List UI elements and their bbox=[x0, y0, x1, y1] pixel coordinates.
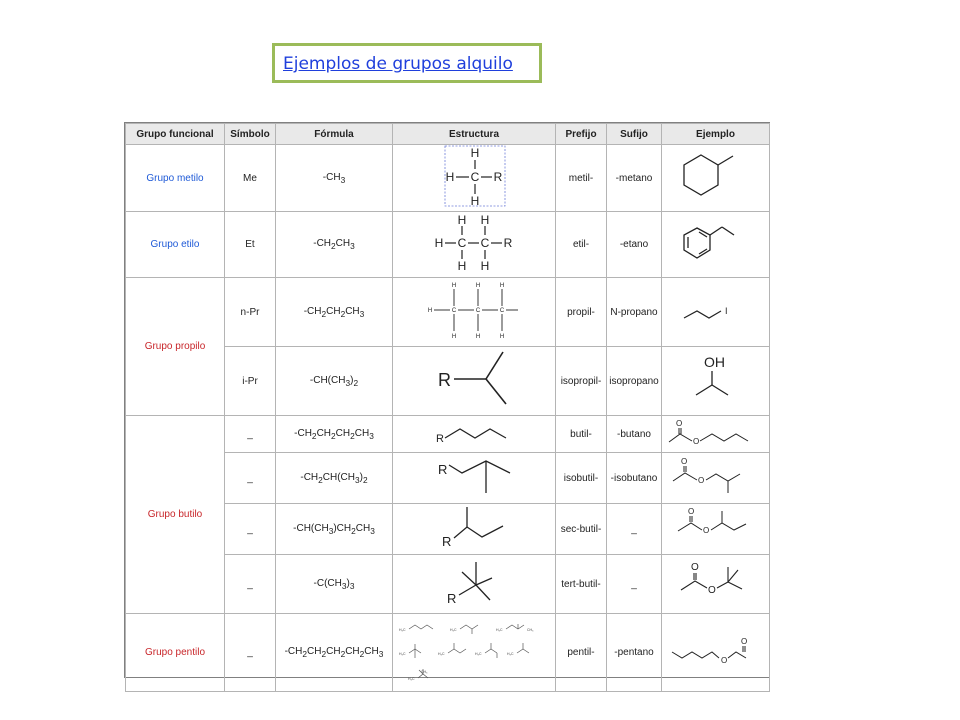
svg-text:C: C bbox=[457, 236, 467, 250]
structure-etilo bbox=[393, 212, 556, 278]
svg-text:O: O bbox=[687, 507, 694, 516]
title-link[interactable]: Ejemplos de grupos alquilo bbox=[283, 54, 513, 74]
svg-text:H₃C: H₃C bbox=[450, 628, 457, 632]
svg-text:CH₃: CH₃ bbox=[421, 670, 428, 674]
suffix-isobutilo: -isobutano bbox=[607, 453, 662, 504]
header-grupo-funcional: Grupo funcional bbox=[126, 124, 225, 145]
title-box bbox=[272, 43, 542, 83]
symbol-pentilo: _ bbox=[225, 614, 276, 692]
svg-text:H: H bbox=[480, 213, 490, 227]
formula-sec-butilo: $-CH(CH_3)CH_2CH_3$ bbox=[276, 504, 393, 555]
example-etilo-drawing bbox=[664, 212, 768, 274]
formula-pentilo: $-CH_2CH_2CH_2CH_2CH_3$ bbox=[276, 614, 393, 692]
header-row bbox=[126, 124, 770, 145]
svg-text:O: O bbox=[675, 419, 682, 428]
svg-text:O: O bbox=[690, 562, 699, 573]
example-n-butilo-drawing bbox=[664, 416, 768, 449]
alkyl-groups-table bbox=[125, 123, 770, 692]
svg-text:H: H bbox=[457, 213, 467, 227]
svg-text:R: R bbox=[447, 591, 457, 606]
structure-pentilo-isomers bbox=[394, 614, 554, 688]
structure-n-propilo bbox=[393, 278, 556, 347]
svg-text:C: C bbox=[475, 308, 481, 314]
structure-etilo-drawing bbox=[394, 212, 554, 274]
svg-text:C: C bbox=[480, 236, 490, 250]
svg-text:O: O bbox=[680, 457, 687, 466]
row-n-butilo bbox=[126, 416, 770, 453]
formula-tert-butilo: $-C(CH_3)_3$ bbox=[276, 555, 393, 614]
example-pentilo-drawing bbox=[664, 614, 768, 688]
example-etilo bbox=[662, 212, 770, 278]
example-isobutilo-drawing bbox=[664, 453, 768, 500]
structure-sec-butilo bbox=[393, 504, 556, 555]
group-metilo: Grupo metilo bbox=[126, 145, 225, 212]
header-sufijo: Sufijo bbox=[607, 124, 662, 145]
svg-text:H: H bbox=[470, 146, 480, 160]
example-i-propilo-drawing bbox=[664, 347, 768, 412]
symbol-i-propilo: i-Pr bbox=[225, 347, 276, 416]
svg-text:R: R bbox=[438, 370, 451, 390]
structure-tert-butilo-drawing bbox=[394, 555, 554, 610]
alkyl-groups-table-image bbox=[124, 122, 770, 681]
structure-n-butilo-drawing bbox=[394, 416, 554, 449]
formula-i-propilo: $-CH(CH_3)_2$ bbox=[276, 347, 393, 416]
row-metilo bbox=[126, 145, 770, 212]
structure-sec-butilo-drawing bbox=[394, 504, 554, 551]
structure-isobutilo-drawing bbox=[394, 453, 554, 500]
svg-text:H: H bbox=[451, 334, 457, 340]
svg-text:C: C bbox=[499, 308, 505, 314]
svg-text:O: O bbox=[720, 656, 727, 665]
symbol-tert-butilo: _ bbox=[225, 555, 276, 614]
structure-i-propilo bbox=[393, 347, 556, 416]
svg-text:H: H bbox=[427, 308, 433, 314]
prefix-etilo: etil- bbox=[556, 212, 607, 278]
header-ejemplo: Ejemplo bbox=[662, 124, 770, 145]
svg-text:R: R bbox=[493, 170, 503, 184]
prefix-isobutilo: isobutil- bbox=[556, 453, 607, 504]
header-prefijo: Prefijo bbox=[556, 124, 607, 145]
header-estructura: Estructura bbox=[393, 124, 556, 145]
svg-text:R: R bbox=[438, 462, 448, 477]
formula-metilo: $-CH_3$ bbox=[276, 145, 393, 212]
svg-text:O: O bbox=[697, 476, 704, 485]
svg-text:H: H bbox=[480, 259, 490, 273]
group-etilo: Grupo etilo bbox=[126, 212, 225, 278]
symbol-sec-butilo: _ bbox=[225, 504, 276, 555]
symbol-n-butilo: _ bbox=[225, 416, 276, 453]
symbol-metilo: Me bbox=[225, 145, 276, 212]
svg-text:H₃C: H₃C bbox=[475, 652, 482, 656]
example-metilo bbox=[662, 145, 770, 212]
header-formula: Fórmula bbox=[276, 124, 393, 145]
symbol-etilo: Et bbox=[225, 212, 276, 278]
suffix-etilo: -etano bbox=[607, 212, 662, 278]
row-etilo bbox=[126, 212, 770, 278]
symbol-n-propilo: n-Pr bbox=[225, 278, 276, 347]
row-pentilo bbox=[126, 614, 770, 692]
svg-text:H: H bbox=[499, 283, 505, 289]
group-pentilo: Grupo pentilo bbox=[126, 614, 225, 692]
row-n-propilo bbox=[126, 278, 770, 347]
structure-i-propilo-drawing bbox=[394, 347, 554, 412]
suffix-sec-butilo: _ bbox=[607, 504, 662, 555]
svg-text:H₃C: H₃C bbox=[408, 677, 415, 681]
svg-text:R: R bbox=[503, 236, 513, 250]
svg-text:I: I bbox=[724, 306, 728, 316]
structure-n-butilo bbox=[393, 416, 556, 453]
svg-text:C: C bbox=[470, 170, 480, 184]
suffix-i-propilo: isopropano bbox=[607, 347, 662, 416]
svg-text:H: H bbox=[445, 170, 455, 184]
structure-n-propilo-drawing bbox=[394, 278, 554, 343]
structure-metilo-drawing bbox=[394, 145, 554, 208]
formula-n-butilo: $-CH_2CH_2CH_2CH_3$ bbox=[276, 416, 393, 453]
example-sec-butilo-drawing bbox=[664, 504, 768, 551]
prefix-pentilo: pentil- bbox=[556, 614, 607, 692]
svg-text:O: O bbox=[707, 585, 716, 596]
suffix-metilo: -metano bbox=[607, 145, 662, 212]
formula-n-propilo: $-CH_2CH_2CH_3$ bbox=[276, 278, 393, 347]
example-tert-butilo-drawing bbox=[664, 555, 768, 610]
group-propilo: Grupo propilo bbox=[126, 278, 225, 416]
group-butilo: Grupo butilo bbox=[126, 416, 225, 614]
svg-text:H: H bbox=[475, 283, 481, 289]
svg-text:H₃C: H₃C bbox=[399, 652, 406, 656]
svg-text:H: H bbox=[470, 194, 480, 208]
example-pentilo bbox=[662, 614, 770, 692]
structure-pentilo bbox=[393, 614, 556, 692]
suffix-tert-butilo: _ bbox=[607, 555, 662, 614]
svg-text:H₃C: H₃C bbox=[399, 628, 406, 632]
svg-text:O: O bbox=[692, 437, 699, 446]
prefix-n-propilo: propil- bbox=[556, 278, 607, 347]
svg-text:CH₃: CH₃ bbox=[527, 628, 534, 632]
example-tert-butilo bbox=[662, 555, 770, 614]
svg-text:C: C bbox=[451, 308, 457, 314]
svg-text:H: H bbox=[457, 259, 467, 273]
svg-text:R: R bbox=[442, 534, 452, 549]
prefix-tert-butilo: tert-butil- bbox=[556, 555, 607, 614]
suffix-pentilo: -pentano bbox=[607, 614, 662, 692]
svg-text:H: H bbox=[434, 236, 444, 250]
formula-isobutilo: $-CH_2CH(CH_3)_2$ bbox=[276, 453, 393, 504]
svg-text:R: R bbox=[436, 433, 444, 445]
example-i-propilo bbox=[662, 347, 770, 416]
svg-text:OH: OH bbox=[703, 354, 725, 370]
example-n-butilo bbox=[662, 416, 770, 453]
svg-text:O: O bbox=[702, 526, 709, 535]
prefix-metilo: metil- bbox=[556, 145, 607, 212]
structure-isobutilo bbox=[393, 453, 556, 504]
svg-text:H₃C: H₃C bbox=[438, 652, 445, 656]
suffix-n-propilo: N-propano bbox=[607, 278, 662, 347]
example-n-propilo-drawing bbox=[664, 278, 768, 343]
suffix-n-butilo: -butano bbox=[607, 416, 662, 453]
svg-text:O: O bbox=[740, 637, 747, 646]
symbol-isobutilo: _ bbox=[225, 453, 276, 504]
prefix-i-propilo: isopropil- bbox=[556, 347, 607, 416]
structure-metilo bbox=[393, 145, 556, 212]
prefix-n-butilo: butil- bbox=[556, 416, 607, 453]
header-simbolo: Símbolo bbox=[225, 124, 276, 145]
svg-text:H₃C: H₃C bbox=[496, 628, 503, 632]
example-isobutilo bbox=[662, 453, 770, 504]
prefix-sec-butilo: sec-butil- bbox=[556, 504, 607, 555]
svg-text:H: H bbox=[451, 283, 457, 289]
svg-text:H₃C: H₃C bbox=[507, 652, 514, 656]
svg-text:H: H bbox=[475, 334, 481, 340]
svg-text:H: H bbox=[499, 334, 505, 340]
formula-etilo: $-CH_2CH_3$ bbox=[276, 212, 393, 278]
example-metilo-drawing bbox=[664, 145, 768, 208]
example-n-propilo bbox=[662, 278, 770, 347]
example-sec-butilo bbox=[662, 504, 770, 555]
structure-tert-butilo bbox=[393, 555, 556, 614]
